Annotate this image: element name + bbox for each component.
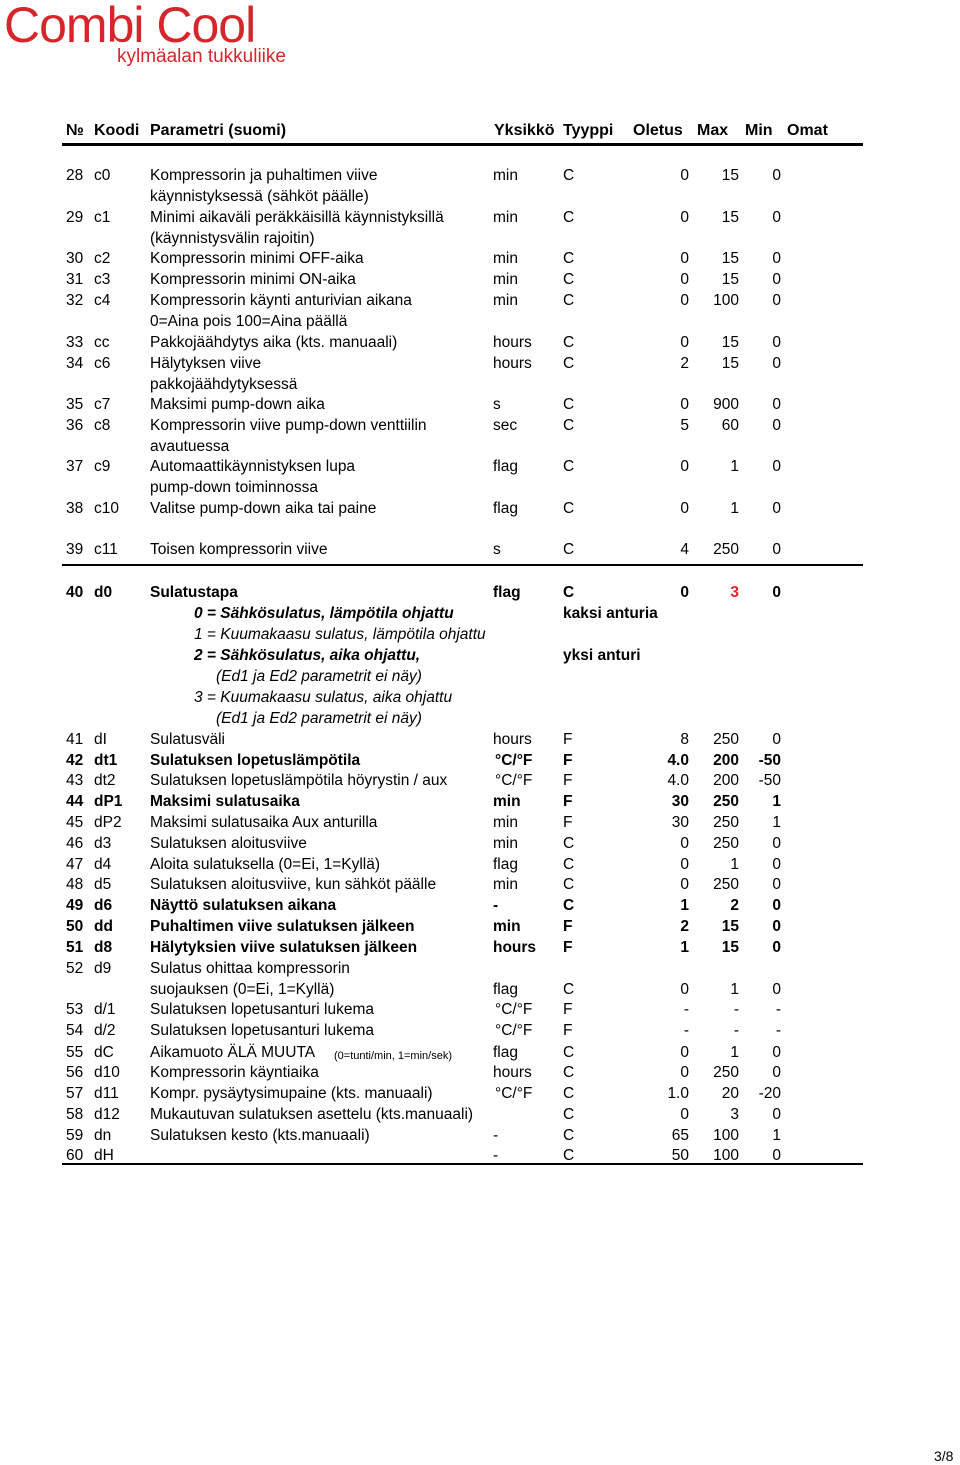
- row-number: 48: [66, 876, 84, 893]
- header-rule: [62, 143, 863, 146]
- row-max: 100: [713, 292, 739, 309]
- row-type: C: [563, 500, 575, 517]
- row-min: 0: [772, 1147, 781, 1164]
- row-param-line2: suojauksen (0=Ei, 1=Kyllä): [150, 981, 335, 998]
- d0-option-0-note: kaksi anturia: [563, 605, 658, 622]
- row-code: d8: [94, 939, 113, 956]
- row-param: Aikamuoto ÄLÄ MUUTA: [150, 1044, 316, 1061]
- row-type: C: [563, 209, 575, 226]
- row-param: Kompressorin ja puhaltimen viive: [150, 167, 378, 184]
- row-type: C: [563, 334, 575, 351]
- row-max: 15: [721, 271, 739, 288]
- row-min: 0: [772, 939, 781, 956]
- row-param-note: (0=tunti/min, 1=min/sek): [334, 1050, 452, 1062]
- row-type: F: [563, 918, 573, 935]
- row-default: 0: [680, 835, 689, 852]
- row-code: d3: [94, 835, 112, 852]
- row-default: 0: [680, 1064, 689, 1081]
- row-unit: min: [493, 209, 518, 226]
- row-type: C: [563, 981, 575, 998]
- row-default: 0: [680, 167, 689, 184]
- row-min: -50: [758, 772, 781, 789]
- d0-option-3-sub: (Ed1 ja Ed2 parametrit ei näy): [216, 710, 422, 727]
- row-default: 50: [671, 1147, 689, 1164]
- row-default: 2: [680, 918, 689, 935]
- header-default: Oletus: [633, 122, 683, 139]
- row-min: 0: [772, 731, 781, 748]
- row-unit: s: [493, 396, 501, 413]
- row-code: dn: [94, 1127, 112, 1144]
- row-code: c1: [94, 209, 111, 226]
- row-max: 100: [713, 1127, 739, 1144]
- row-code: dC: [94, 1044, 114, 1061]
- row-min: 1: [772, 793, 781, 810]
- row-type: C: [563, 167, 575, 184]
- row-param: Kompr. pysäytysimupaine (kts. manuaali): [150, 1085, 433, 1102]
- row-code: c4: [94, 292, 111, 309]
- row-param-line2: (käynnistysvälin rajoitin): [150, 230, 315, 247]
- row-unit: hours: [493, 355, 532, 372]
- row-max: 250: [713, 541, 739, 558]
- row-type: C: [563, 396, 575, 413]
- row-number: 49: [66, 897, 84, 914]
- row-unit: hours: [493, 731, 532, 748]
- row-code: c10: [94, 500, 119, 517]
- row-min: -50: [758, 752, 781, 769]
- row-type: C: [563, 1044, 575, 1061]
- row-min: 0: [772, 458, 781, 475]
- row-default: 0: [680, 584, 689, 601]
- row-param: Sulatustapa: [150, 584, 238, 601]
- row-param-line2: avautuessa: [150, 438, 230, 455]
- row-number: 51: [66, 939, 84, 956]
- row-default: 0: [680, 334, 689, 351]
- table-end-rule: [62, 1163, 863, 1165]
- row-type: C: [563, 250, 575, 267]
- row-min: 0: [772, 417, 781, 434]
- row-number: 31: [66, 271, 84, 288]
- row-min: 0: [772, 541, 781, 558]
- row-min: 0: [772, 292, 781, 309]
- row-number: 59: [66, 1127, 84, 1144]
- row-min: 1: [772, 1127, 781, 1144]
- row-default: 0: [680, 292, 689, 309]
- row-default: 0: [680, 500, 689, 517]
- row-max: 15: [721, 334, 739, 351]
- row-default: 4: [680, 541, 689, 558]
- row-number: 46: [66, 835, 84, 852]
- row-number: 42: [66, 752, 84, 769]
- row-default: -: [683, 1022, 689, 1039]
- row-max: 15: [721, 167, 739, 184]
- row-param: Kompressorin minimi OFF-aika: [150, 250, 364, 267]
- row-default: 0: [680, 981, 689, 998]
- row-unit: min: [493, 814, 518, 831]
- row-param: Kompressorin käyntiaika: [150, 1064, 319, 1081]
- row-max: -: [733, 1001, 739, 1018]
- row-default: 4.0: [667, 772, 689, 789]
- row-param: Valitse pump-down aika tai paine: [150, 500, 377, 517]
- row-max: -: [733, 1022, 739, 1039]
- row-max: 250: [713, 835, 739, 852]
- row-number: 44: [66, 793, 84, 810]
- row-param-line2: pump-down toiminnossa: [150, 479, 319, 496]
- row-default: 8: [680, 731, 689, 748]
- row-number: 39: [66, 541, 84, 558]
- row-max: 250: [713, 814, 739, 831]
- row-param: Maksimi pump-down aika: [150, 396, 325, 413]
- row-unit: flag: [493, 584, 521, 601]
- row-number: 37: [66, 458, 84, 475]
- row-type: F: [563, 793, 573, 810]
- row-unit: min: [493, 876, 518, 893]
- row-type: F: [563, 1001, 573, 1018]
- row-min: 0: [772, 897, 781, 914]
- d0-option-0: 0 = Sähkösulatus, lämpötila ohjattu: [194, 605, 454, 622]
- row-min: 0: [772, 396, 781, 413]
- d0-option-3: 3 = Kuumakaasu sulatus, aika ohjattu: [194, 689, 453, 706]
- row-min: -: [775, 1022, 781, 1039]
- row-code: d10: [94, 1064, 120, 1081]
- row-max: 1: [730, 500, 739, 517]
- row-param: Sulatuksen lopetusanturi lukema: [150, 1001, 375, 1018]
- row-min: 0: [772, 250, 781, 267]
- row-unit: flag: [493, 981, 518, 998]
- row-code: d6: [94, 897, 113, 914]
- row-param-line2: käynnistyksessä (sähköt päälle): [150, 188, 369, 205]
- row-param: Kompressorin minimi ON-aika: [150, 271, 356, 288]
- row-unit: -: [493, 1147, 499, 1164]
- row-max: 1: [730, 1044, 739, 1061]
- row-unit: flag: [493, 500, 518, 517]
- row-param: Sulatuksen aloitusviive: [150, 835, 307, 852]
- row-default: 0: [680, 856, 689, 873]
- row-number: 50: [66, 918, 84, 935]
- company-logo: [4, 0, 256, 53]
- row-min: 0: [772, 334, 781, 351]
- row-type: F: [563, 1022, 573, 1039]
- row-param: Kompressorin käynti anturivian aikana: [150, 292, 412, 309]
- row-code: c7: [94, 396, 111, 413]
- row-type: C: [563, 541, 575, 558]
- row-number: 40: [66, 584, 84, 601]
- row-min: 0: [772, 209, 781, 226]
- row-number: 58: [66, 1106, 84, 1123]
- row-number: 41: [66, 731, 84, 748]
- row-type: F: [563, 731, 573, 748]
- row-type: C: [563, 355, 575, 372]
- row-unit: flag: [493, 458, 518, 475]
- row-code: dH: [94, 1147, 114, 1164]
- row-max: 1: [730, 981, 739, 998]
- row-default: 65: [671, 1127, 689, 1144]
- row-code: c9: [94, 458, 111, 475]
- header-own: Omat: [787, 122, 828, 139]
- row-unit: °C/°F: [495, 752, 533, 769]
- row-min: 0: [772, 876, 781, 893]
- row-param: Näyttö sulatuksen aikana: [150, 897, 337, 914]
- row-min: 0: [772, 1064, 781, 1081]
- row-unit: hours: [493, 334, 532, 351]
- row-number: 56: [66, 1064, 84, 1081]
- row-max: 250: [713, 1064, 739, 1081]
- row-max: 15: [721, 355, 739, 372]
- row-min: 0: [772, 856, 781, 873]
- row-number: 38: [66, 500, 84, 517]
- row-type: C: [563, 417, 575, 434]
- row-type: C: [563, 271, 575, 288]
- d0-option-1: 1 = Kuumakaasu sulatus, lämpötila ohjattu: [194, 626, 486, 643]
- row-default: 30: [671, 814, 689, 831]
- row-min: 0: [772, 835, 781, 852]
- row-min: 0: [772, 584, 781, 601]
- row-number: 52: [66, 960, 84, 977]
- row-unit: sec: [493, 417, 518, 434]
- row-min: 0: [772, 355, 781, 372]
- row-unit: s: [493, 541, 501, 558]
- row-number: 36: [66, 417, 84, 434]
- row-code: d5: [94, 876, 112, 893]
- row-default: 2: [680, 355, 689, 372]
- row-default: 1.0: [667, 1085, 689, 1102]
- row-min: 0: [772, 271, 781, 288]
- row-min: 1: [772, 814, 781, 831]
- row-param: Mukautuvan sulatuksen asettelu (kts.manuaali): [150, 1106, 474, 1123]
- row-min: -: [775, 1001, 781, 1018]
- row-max: 250: [713, 793, 739, 810]
- row-param: Sulatuksen lopetuslämpötila höyrystin / aux: [150, 772, 448, 789]
- row-param: Sulatuksen aloitusviive, kun sähköt päälle: [150, 876, 437, 893]
- row-unit: -: [493, 1127, 499, 1144]
- row-type: F: [563, 939, 573, 956]
- row-type: C: [563, 835, 575, 852]
- row-param: Minimi aikaväli peräkkäisillä käynnistyksillä: [150, 209, 444, 226]
- row-type: C: [563, 1106, 575, 1123]
- row-type: C: [563, 584, 575, 601]
- row-number: 28: [66, 167, 84, 184]
- row-number: 60: [66, 1147, 84, 1164]
- row-default: 5: [680, 417, 689, 434]
- row-max: 100: [713, 1147, 739, 1164]
- row-default: 0: [680, 1044, 689, 1061]
- row-max: 60: [721, 417, 739, 434]
- header-code: Koodi: [94, 122, 140, 139]
- row-max: 900: [713, 396, 739, 413]
- row-code: dd: [94, 918, 113, 935]
- row-type: C: [563, 1147, 575, 1164]
- row-number: 54: [66, 1022, 84, 1039]
- row-type: C: [563, 1085, 575, 1102]
- row-type: C: [563, 292, 575, 309]
- row-type: C: [563, 1064, 575, 1081]
- d0-option-2-sub: (Ed1 ja Ed2 parametrit ei näy): [216, 668, 422, 685]
- row-param: Hälytyksen viive: [150, 355, 262, 372]
- row-default: 0: [680, 876, 689, 893]
- row-unit: °C/°F: [495, 1022, 533, 1039]
- row-unit: min: [493, 250, 518, 267]
- d0-option-2: 2 = Sähkösulatus, aika ohjattu,: [194, 647, 421, 664]
- row-code: d12: [94, 1106, 120, 1123]
- row-max: 200: [713, 752, 739, 769]
- header-min: Min: [745, 122, 773, 139]
- row-number: 35: [66, 396, 84, 413]
- row-min: 0: [772, 981, 781, 998]
- row-max: 20: [721, 1085, 739, 1102]
- row-code: d9: [94, 960, 112, 977]
- row-unit: °C/°F: [495, 772, 533, 789]
- row-max: 3: [730, 584, 739, 601]
- logo-name: Combi Cool: [4, 0, 256, 53]
- row-min: 0: [772, 500, 781, 517]
- row-number: 57: [66, 1085, 84, 1102]
- row-unit: flag: [493, 856, 518, 873]
- row-min: 0: [772, 1044, 781, 1061]
- header-type: Tyyppi: [563, 122, 614, 139]
- row-max: 15: [721, 209, 739, 226]
- row-code: d/1: [94, 1001, 116, 1018]
- row-number: 55: [66, 1044, 84, 1061]
- header-param: Parametri (suomi): [150, 122, 287, 139]
- row-param: Maksimi sulatusaika: [150, 793, 300, 810]
- row-code: c0: [94, 167, 111, 184]
- header-no: №: [66, 122, 84, 139]
- row-code: c8: [94, 417, 111, 434]
- d0-option-2-note: yksi anturi: [563, 647, 641, 664]
- row-default: 1: [680, 897, 689, 914]
- row-default: 4.0: [667, 752, 689, 769]
- row-unit: min: [493, 793, 521, 810]
- row-param-line2: 0=Aina pois 100=Aina päällä: [150, 313, 348, 330]
- row-number: 34: [66, 355, 84, 372]
- row-default: 0: [680, 271, 689, 288]
- row-max: 1: [730, 856, 739, 873]
- row-max: 250: [713, 876, 739, 893]
- row-param: Hälytyksien viive sulatuksen jälkeen: [150, 939, 418, 956]
- row-default: 0: [680, 209, 689, 226]
- row-min: -20: [758, 1085, 781, 1102]
- row-param: Sulatusväli: [150, 731, 225, 748]
- header-max: Max: [697, 122, 729, 139]
- row-unit: °C/°F: [495, 1001, 533, 1018]
- row-type: C: [563, 876, 575, 893]
- row-unit: flag: [493, 1044, 518, 1061]
- row-type: F: [563, 772, 573, 789]
- row-default: 0: [680, 250, 689, 267]
- row-param: Automaattikäynnistyksen lupa: [150, 458, 356, 475]
- row-min: 0: [772, 918, 781, 935]
- row-default: 30: [671, 793, 689, 810]
- row-number: 53: [66, 1001, 84, 1018]
- row-number: 47: [66, 856, 84, 873]
- row-default: 1: [680, 939, 689, 956]
- row-number: 29: [66, 209, 84, 226]
- row-max: 1: [730, 458, 739, 475]
- row-code: dP2: [94, 814, 122, 831]
- row-unit: °C/°F: [495, 1085, 533, 1102]
- row-number: 43: [66, 772, 84, 789]
- row-code: d0: [94, 584, 113, 601]
- row-unit: min: [493, 835, 518, 852]
- row-default: -: [683, 1001, 689, 1018]
- row-min: 0: [772, 1106, 781, 1123]
- row-code: dt2: [94, 772, 116, 789]
- row-default: 0: [680, 396, 689, 413]
- row-param: Sulatus ohittaa kompressorin: [150, 960, 350, 977]
- row-max: 15: [721, 250, 739, 267]
- row-unit: min: [493, 292, 518, 309]
- row-unit: -: [493, 897, 499, 914]
- row-min: 0: [772, 167, 781, 184]
- row-code: dP1: [94, 793, 123, 810]
- row-type: F: [563, 814, 573, 831]
- row-type: C: [563, 1127, 575, 1144]
- row-param: Puhaltimen viive sulatuksen jälkeen: [150, 918, 415, 935]
- row-unit: min: [493, 167, 518, 184]
- row-param: Aloita sulatuksella (0=Ei, 1=Kyllä): [150, 856, 381, 873]
- row-code: d11: [94, 1085, 119, 1102]
- row-code: d4: [94, 856, 112, 873]
- row-max: 15: [721, 918, 739, 935]
- row-code: c3: [94, 271, 111, 288]
- row-param: Sulatuksen lopetusanturi lukema: [150, 1022, 375, 1039]
- row-unit: min: [493, 271, 518, 288]
- row-param: Sulatuksen kesto (kts.manuaali): [150, 1127, 370, 1144]
- header-unit: Yksikkö: [494, 122, 555, 139]
- row-number: 32: [66, 292, 84, 309]
- row-type: C: [563, 897, 575, 914]
- row-max: 3: [730, 1106, 739, 1123]
- row-code: c2: [94, 250, 111, 267]
- row-code: cc: [94, 334, 110, 351]
- row-code: dI: [94, 731, 107, 748]
- row-param: Sulatuksen lopetuslämpötila: [150, 752, 361, 769]
- row-param: Toisen kompressorin viive: [150, 541, 328, 558]
- row-max: 250: [713, 731, 739, 748]
- logo-tagline: kylmäalan tukkuliike: [117, 46, 286, 67]
- row-type: F: [563, 752, 573, 769]
- row-type: C: [563, 856, 575, 873]
- row-number: 30: [66, 250, 84, 267]
- row-max: 200: [713, 772, 739, 789]
- row-unit: hours: [493, 939, 537, 956]
- row-param: Maksimi sulatusaika Aux anturilla: [150, 814, 378, 831]
- row-default: 0: [680, 1106, 689, 1123]
- row-code: d/2: [94, 1022, 116, 1039]
- row-number: 45: [66, 814, 84, 831]
- row-default: 0: [680, 458, 689, 475]
- row-code: c6: [94, 355, 111, 372]
- row-max: 2: [730, 897, 739, 914]
- row-type: C: [563, 458, 575, 475]
- row-param-line2: pakkojäähdytyksessä: [150, 376, 298, 393]
- row-max: 15: [721, 939, 739, 956]
- row-unit: min: [493, 918, 521, 935]
- row-unit: hours: [493, 1064, 532, 1081]
- row-code: c11: [94, 541, 118, 558]
- page-number: 3/8: [934, 1448, 954, 1464]
- row-number: 33: [66, 334, 84, 351]
- row-code: dt1: [94, 752, 118, 769]
- section-rule-d: [62, 564, 863, 566]
- row-param: Kompressorin viive pump-down venttiilin: [150, 417, 427, 434]
- row-param: Pakkojäähdytys aika (kts. manuaali): [150, 334, 398, 351]
